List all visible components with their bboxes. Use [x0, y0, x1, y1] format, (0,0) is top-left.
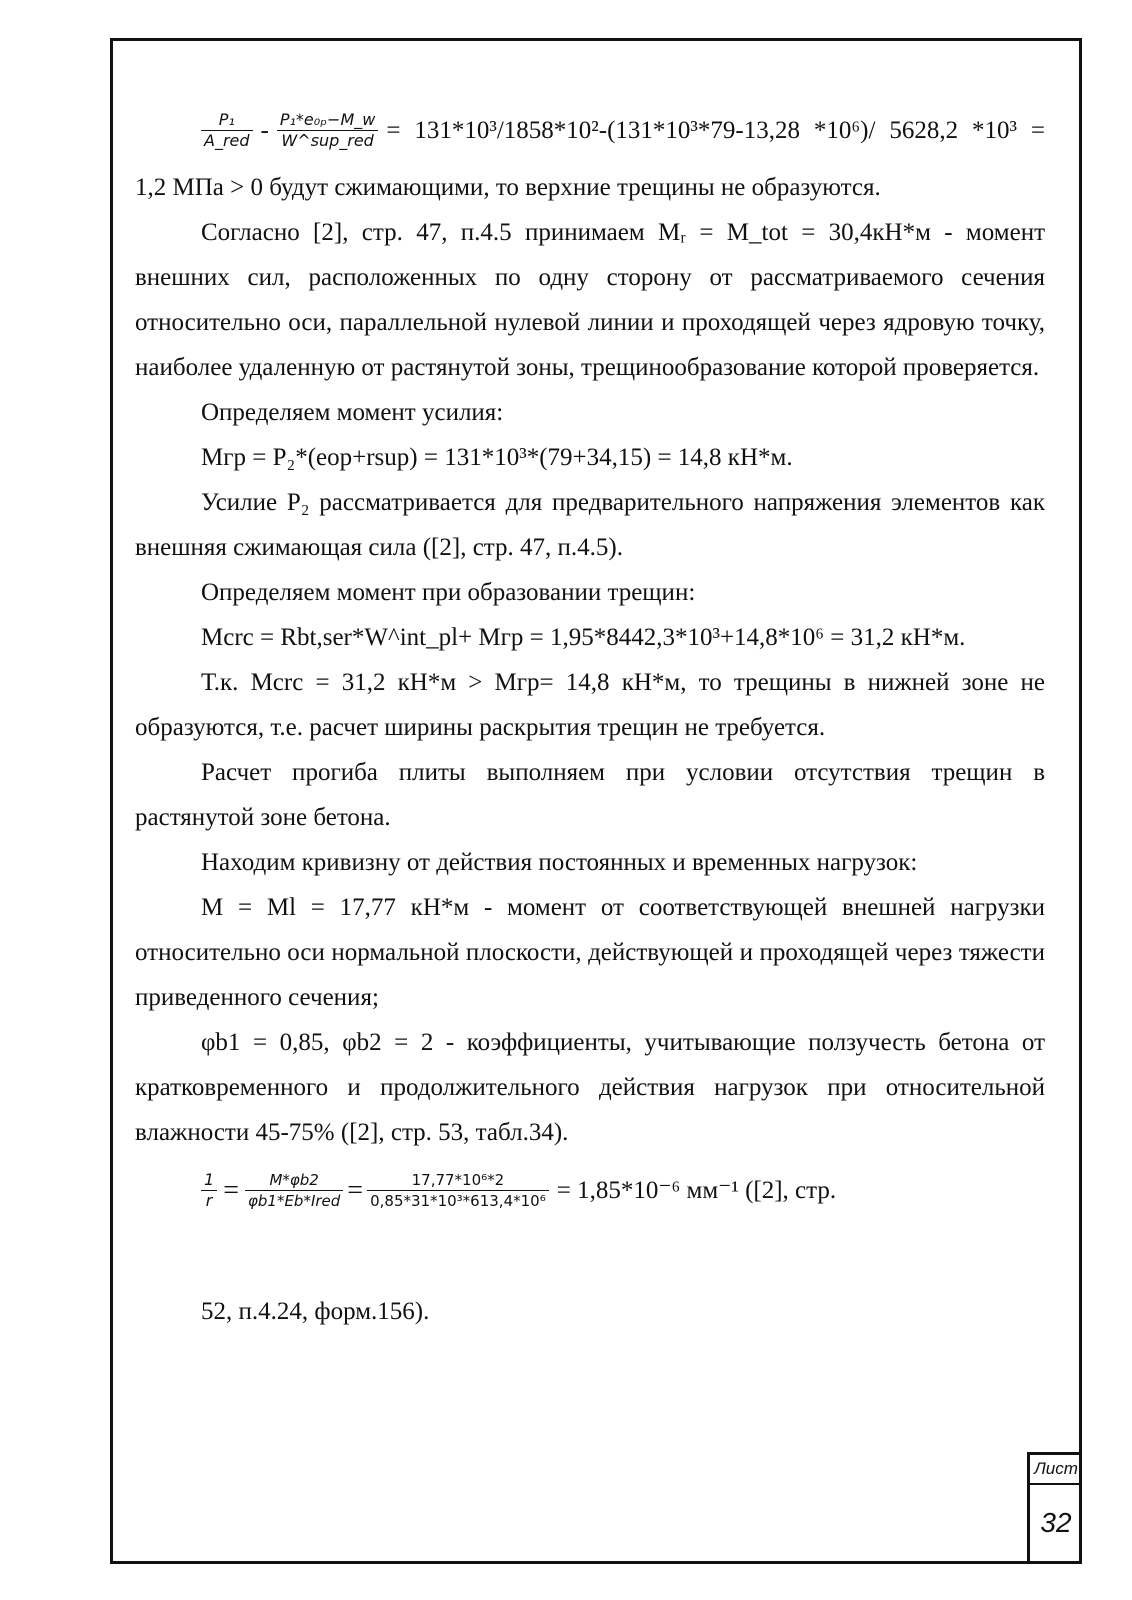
formula-line: Mгр = P₂*(eop+rsup) = 131*10³*(79+34,15) = 14,8 кН*м.: [201, 444, 793, 471]
paragraph: M = Ml = 17,77 кН*м - момент от соответствующей внешней нагрузки относительно оси нормальной плоскости, действующей и проходящей через тяжести приведенного сечения;: [135, 894, 1045, 1011]
stress-formula: [135, 95, 1045, 165]
equals-sign: =: [347, 1174, 364, 1206]
formula-result: = 1,85*10⁻⁶ мм⁻¹ ([2], стр.: [556, 1176, 837, 1204]
fraction-denominator: φb1*Eb*Ired: [247, 1191, 341, 1210]
fraction-denominator: 0,85*31*10³*613,4*10⁶: [370, 1191, 546, 1210]
paragraph: Определяем момент при образовании трещин:: [201, 579, 696, 606]
fraction-numerator: P₁*e₀ₚ−M_w: [277, 110, 378, 131]
formula-result: = 131*10³/1858*10²-(131*10³*79-13,28 *10⁶)/ 5628,2 *10³ =: [386, 116, 1045, 144]
minus-sign: -: [260, 116, 269, 144]
fraction-numerator: P₁: [201, 110, 253, 131]
document-body: [135, 95, 1045, 1334]
fraction-numerator: M*φb2: [245, 1170, 343, 1191]
paragraph: Т.к. Mcrc = 31,2 кН*м > Mгр= 14,8 кН*м, то трещины в нижней зоне не образуются, т.е. расчет ширины раскрытия трещин не требуется.: [135, 669, 1045, 741]
paragraph: φb1 = 0,85, φb2 = 2 - коэффициенты, учитывающие ползучесть бетона от кратковременного и продолжительного действия нагрузок при относительной влажности 45-75% ([2], стр. 53, табл.34).: [135, 1029, 1045, 1146]
fraction-curvature-symbolic: [245, 1170, 343, 1211]
fraction-denominator: W^sup_red: [281, 130, 374, 150]
page-number: 32: [1040, 1507, 1072, 1538]
paragraph: 1,2 МПа > 0 будут сжимающими, то верхние трещины не образуются.: [135, 174, 881, 201]
paragraph: 52, п.4.24, форм.156).: [201, 1298, 430, 1325]
curvature-formula: [135, 1155, 1045, 1225]
fraction-denominator: A_red: [204, 130, 250, 150]
paragraph: Определяем момент усилия:: [201, 399, 504, 426]
sheet-stamp: [1027, 1452, 1082, 1564]
paragraph: Согласно [2], стр. 47, п.4.5 принимаем Mᵣ = M_tot = 30,4кН*м - момент внешних сил, расположенных по одну сторону от рассматриваемого сечения относительно оси, параллельной нулевой линии и проходящей через ядровую точку, наиболее удаленную от растянутой зоны, трещинообразование которой проверяется.: [135, 219, 1045, 381]
fraction-numerator: 1: [201, 1170, 217, 1191]
fraction-curvature-numeric: [367, 1170, 549, 1211]
fraction-p-over-a: [201, 110, 253, 151]
fraction-moment-over-w: [277, 110, 378, 151]
paragraph: Расчет прогиба плиты выполняем при условии отсутствия трещин в растянутой зоне бетона.: [135, 759, 1045, 831]
formula-line: Mcrc = Rbt,ser*W^int_pl+ Mгр = 1,95*8442,3*10³+14,8*10⁶ = 31,2 кН*м.: [201, 624, 966, 651]
sheet-label: Лист: [1030, 1455, 1082, 1485]
fraction-denominator: r: [205, 1190, 213, 1210]
fraction-numerator: 17,77*10⁶*2: [367, 1170, 549, 1191]
fraction-one-over-r: [201, 1170, 217, 1211]
paragraph: Находим кривизну от действия постоянных и временных нагрузок:: [201, 849, 918, 876]
paragraph: Усилие P₂ рассматривается для предварительного напряжения элементов как внешняя сжимающая сила ([2], стр. 47, п.4.5).: [135, 489, 1045, 561]
equals-sign: =: [223, 1174, 239, 1206]
